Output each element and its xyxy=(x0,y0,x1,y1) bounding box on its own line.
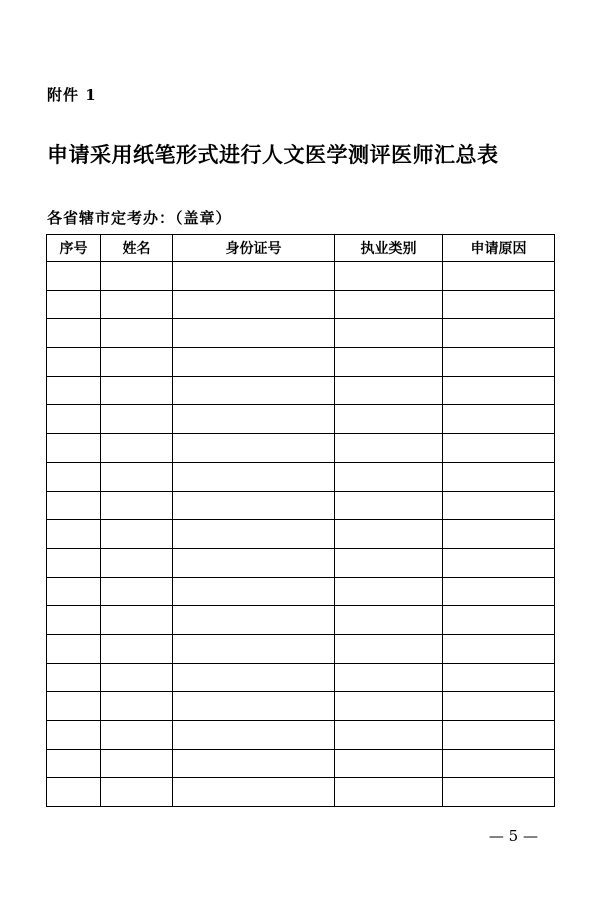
unit-seal-label: 各省辖市定考办：（盖章） xyxy=(47,209,232,227)
practice-category-cell xyxy=(335,290,443,319)
serial-number-cell xyxy=(47,262,101,291)
header-name: 姓名 xyxy=(101,235,173,262)
header-id-number: 身份证号 xyxy=(173,235,335,262)
application-reason-cell xyxy=(443,721,555,750)
table-row xyxy=(47,520,555,549)
table-row xyxy=(47,405,555,434)
table-row xyxy=(47,634,555,663)
name-cell xyxy=(101,692,173,721)
id-number-cell xyxy=(173,749,335,778)
id-number-cell xyxy=(173,606,335,635)
table-row xyxy=(47,319,555,348)
application-reason-cell xyxy=(443,634,555,663)
application-reason-cell xyxy=(443,491,555,520)
name-cell xyxy=(101,262,173,291)
serial-number-cell xyxy=(47,548,101,577)
serial-number-cell xyxy=(47,721,101,750)
serial-number-cell xyxy=(47,577,101,606)
table-header-row xyxy=(47,235,555,262)
application-reason-cell xyxy=(443,462,555,491)
application-reason-cell xyxy=(443,606,555,635)
practice-category-cell xyxy=(335,721,443,750)
name-cell xyxy=(101,405,173,434)
serial-number-cell xyxy=(47,348,101,377)
serial-number-cell xyxy=(47,491,101,520)
application-reason-cell xyxy=(443,262,555,291)
serial-number-cell xyxy=(47,319,101,348)
table-row xyxy=(47,778,555,807)
table-row xyxy=(47,348,555,377)
header-serial-number: 序号 xyxy=(47,235,101,262)
serial-number-cell xyxy=(47,606,101,635)
practice-category-cell xyxy=(335,606,443,635)
practice-category-cell xyxy=(335,520,443,549)
table-row xyxy=(47,577,555,606)
id-number-cell xyxy=(173,663,335,692)
practice-category-cell xyxy=(335,577,443,606)
practice-category-cell xyxy=(335,634,443,663)
name-cell xyxy=(101,721,173,750)
id-number-cell xyxy=(173,692,335,721)
practice-category-cell xyxy=(335,749,443,778)
practice-category-cell xyxy=(335,491,443,520)
table-row xyxy=(47,462,555,491)
serial-number-cell xyxy=(47,520,101,549)
practice-category-cell xyxy=(335,692,443,721)
id-number-cell xyxy=(173,548,335,577)
name-cell xyxy=(101,577,173,606)
id-number-cell xyxy=(173,577,335,606)
serial-number-cell xyxy=(47,462,101,491)
table-row xyxy=(47,434,555,463)
id-number-cell xyxy=(173,290,335,319)
table-row xyxy=(47,663,555,692)
page-number: — 5 — xyxy=(488,827,538,845)
id-number-cell xyxy=(173,778,335,807)
serial-number-cell xyxy=(47,634,101,663)
id-number-cell xyxy=(173,376,335,405)
application-reason-cell xyxy=(443,692,555,721)
name-cell xyxy=(101,319,173,348)
application-reason-cell xyxy=(443,405,555,434)
id-number-cell xyxy=(173,348,335,377)
application-reason-cell xyxy=(443,434,555,463)
application-reason-cell xyxy=(443,663,555,692)
summary-table xyxy=(46,234,555,807)
practice-category-cell xyxy=(335,262,443,291)
id-number-cell xyxy=(173,319,335,348)
attachment-label: 附件 1 xyxy=(47,86,97,104)
practice-category-cell xyxy=(335,319,443,348)
application-reason-cell xyxy=(443,778,555,807)
id-number-cell xyxy=(173,520,335,549)
id-number-cell xyxy=(173,262,335,291)
serial-number-cell xyxy=(47,778,101,807)
serial-number-cell xyxy=(47,749,101,778)
table-row xyxy=(47,262,555,291)
name-cell xyxy=(101,290,173,319)
header-practice-category: 执业类别 xyxy=(335,235,443,262)
id-number-cell xyxy=(173,405,335,434)
name-cell xyxy=(101,520,173,549)
id-number-cell xyxy=(173,462,335,491)
name-cell xyxy=(101,376,173,405)
name-cell xyxy=(101,348,173,377)
id-number-cell xyxy=(173,634,335,663)
name-cell xyxy=(101,491,173,520)
id-number-cell xyxy=(173,491,335,520)
table-row xyxy=(47,692,555,721)
practice-category-cell xyxy=(335,462,443,491)
serial-number-cell xyxy=(47,405,101,434)
name-cell xyxy=(101,634,173,663)
application-reason-cell xyxy=(443,319,555,348)
table-row xyxy=(47,749,555,778)
name-cell xyxy=(101,434,173,463)
practice-category-cell xyxy=(335,376,443,405)
application-reason-cell xyxy=(443,290,555,319)
table-row xyxy=(47,290,555,319)
practice-category-cell xyxy=(335,663,443,692)
name-cell xyxy=(101,778,173,807)
serial-number-cell xyxy=(47,663,101,692)
serial-number-cell xyxy=(47,434,101,463)
table-row xyxy=(47,606,555,635)
table-row xyxy=(47,721,555,750)
application-reason-cell xyxy=(443,520,555,549)
id-number-cell xyxy=(173,721,335,750)
serial-number-cell xyxy=(47,290,101,319)
name-cell xyxy=(101,749,173,778)
practice-category-cell xyxy=(335,434,443,463)
application-reason-cell xyxy=(443,749,555,778)
practice-category-cell xyxy=(335,548,443,577)
table-row xyxy=(47,491,555,520)
name-cell xyxy=(101,606,173,635)
application-reason-cell xyxy=(443,548,555,577)
name-cell xyxy=(101,663,173,692)
page-title: 申请采用纸笔形式进行人文医学测评医师汇总表 xyxy=(47,142,499,167)
practice-category-cell xyxy=(335,348,443,377)
header-application-reason: 申请原因 xyxy=(443,235,555,262)
serial-number-cell xyxy=(47,376,101,405)
table-body xyxy=(47,262,555,807)
table-row xyxy=(47,548,555,577)
id-number-cell xyxy=(173,434,335,463)
practice-category-cell xyxy=(335,778,443,807)
application-reason-cell xyxy=(443,376,555,405)
application-reason-cell xyxy=(443,577,555,606)
practice-category-cell xyxy=(335,405,443,434)
name-cell xyxy=(101,548,173,577)
application-reason-cell xyxy=(443,348,555,377)
serial-number-cell xyxy=(47,692,101,721)
table-row xyxy=(47,376,555,405)
name-cell xyxy=(101,462,173,491)
